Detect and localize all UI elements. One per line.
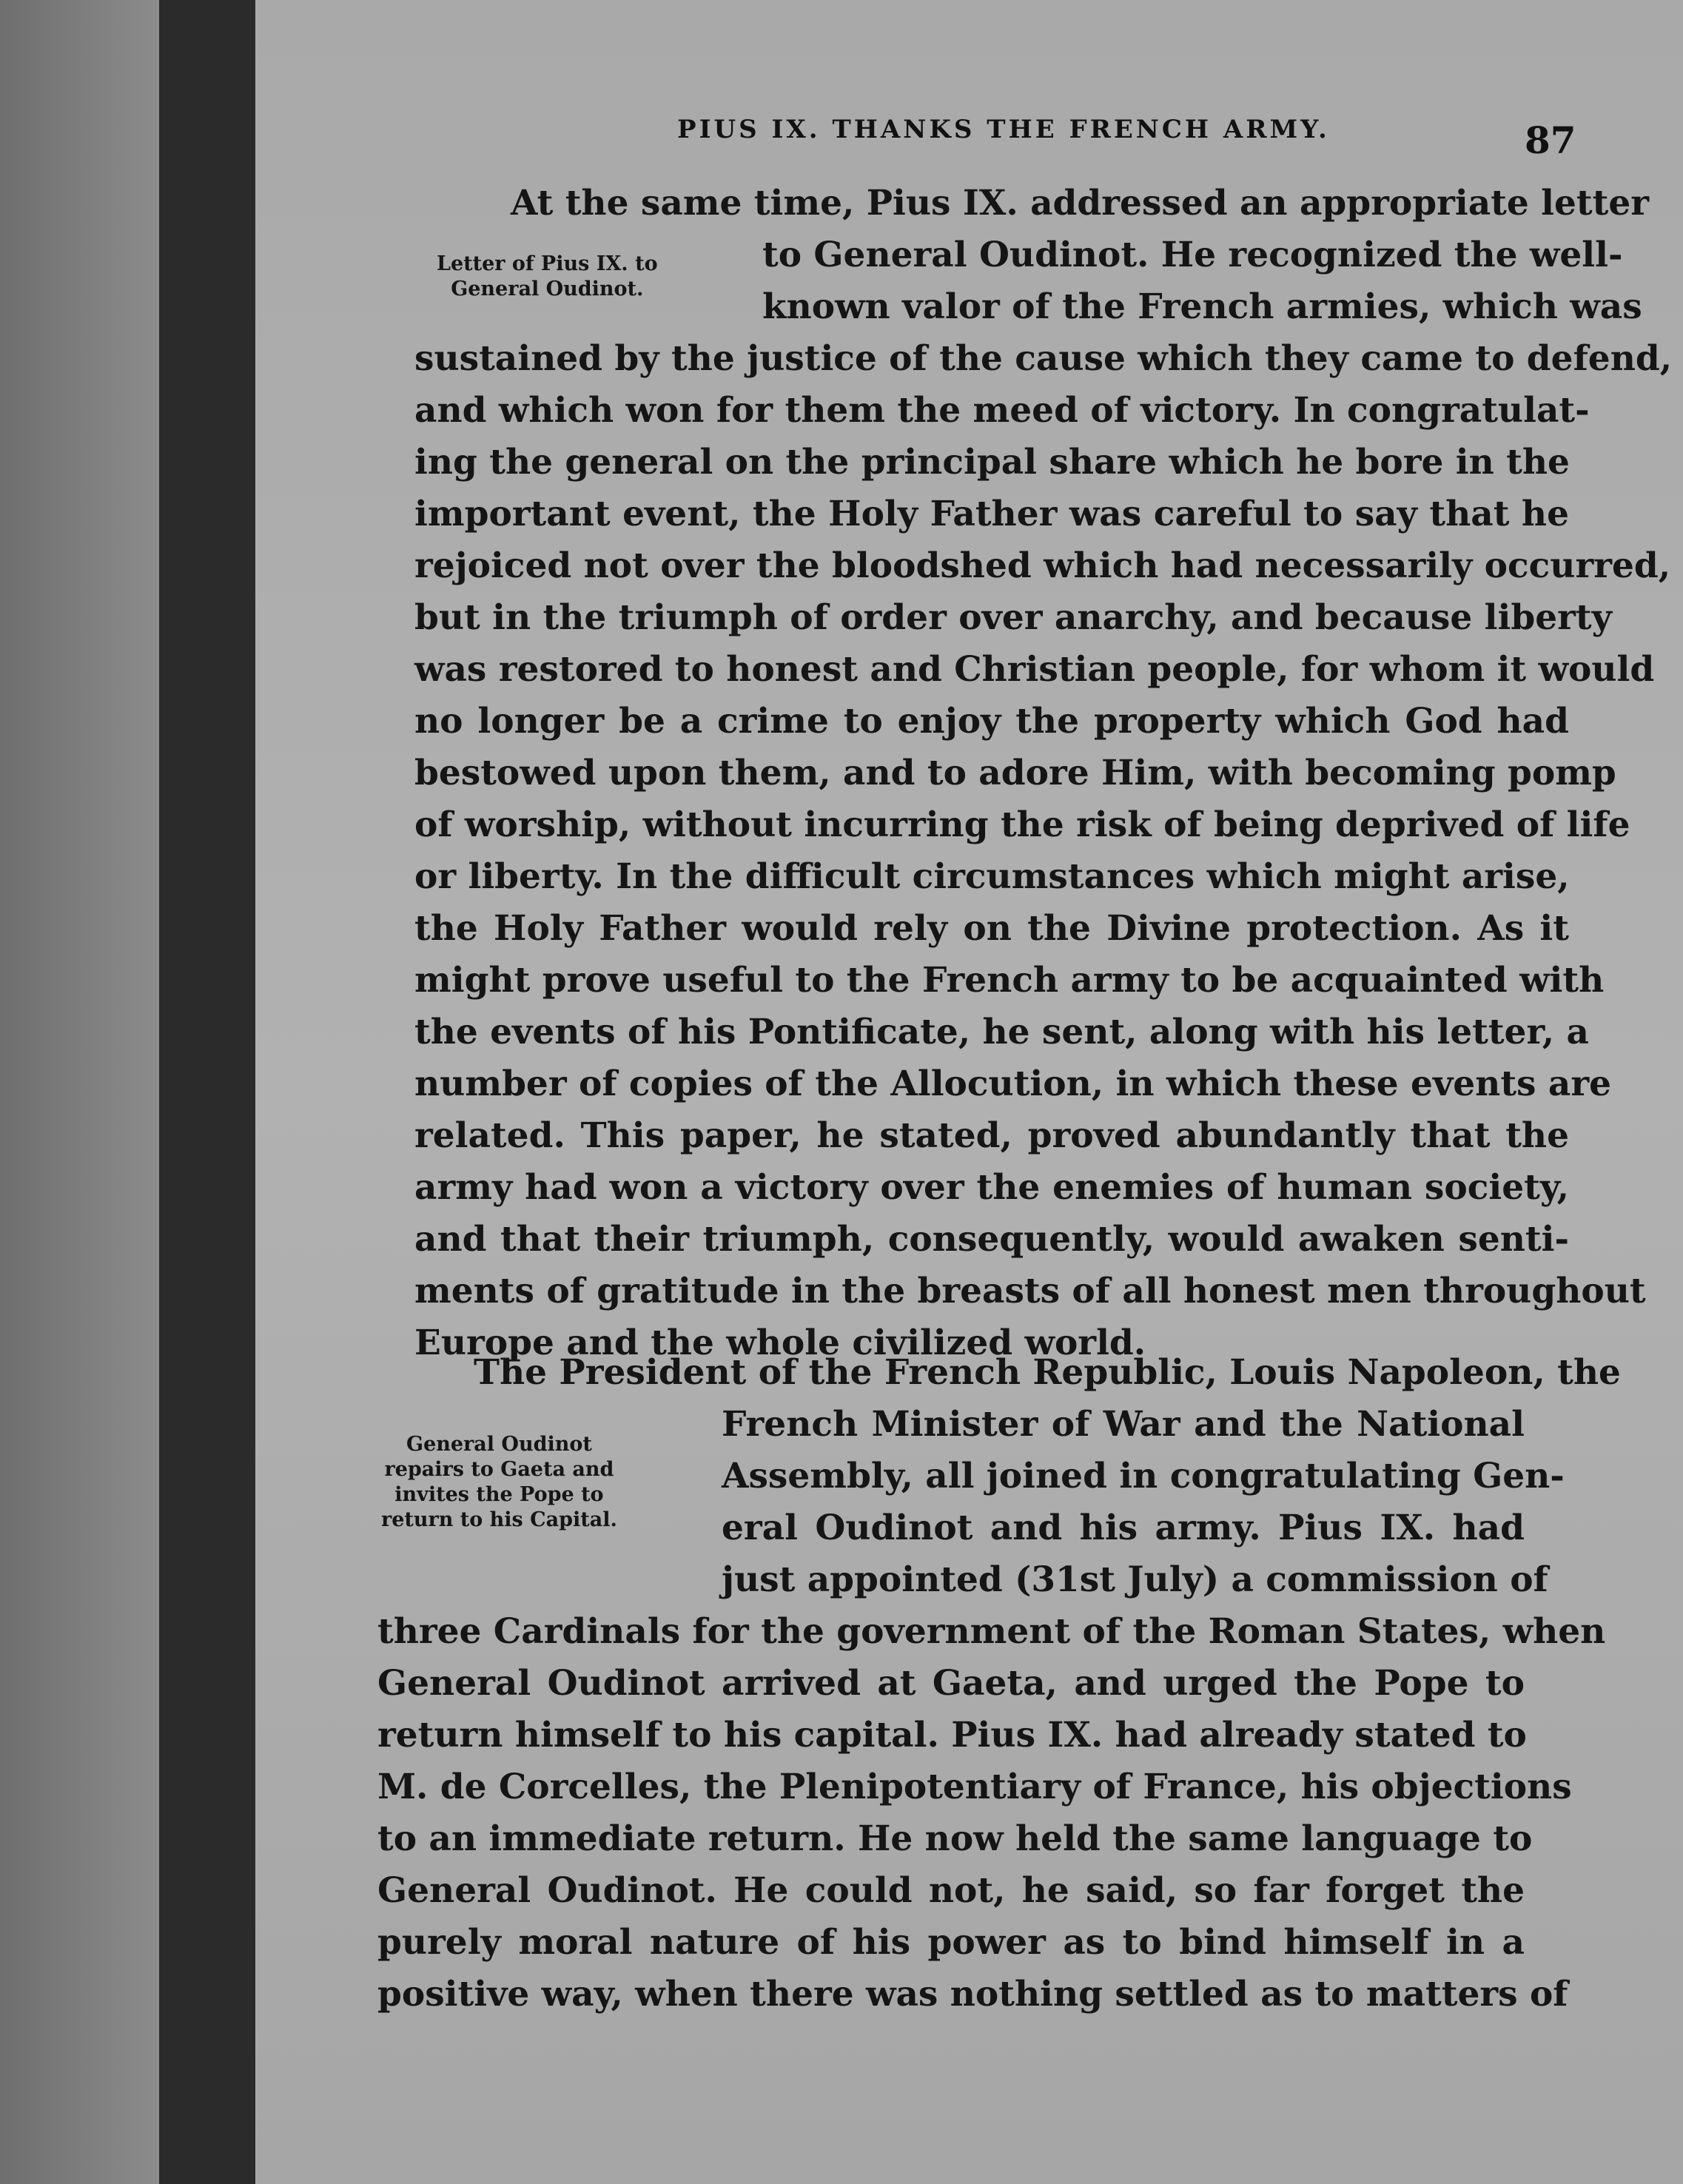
- sidenote-line: return to his Capital.: [381, 1508, 617, 1531]
- text-line: was restored to honest and Christian people, for whom it would: [414, 649, 1655, 690]
- sidenote-oudinot-gaeta: [381, 1432, 617, 1533]
- text-line: Europe and the whole civilized world.: [414, 1323, 1146, 1363]
- text-line: might prove useful to the French army to be acquainted with: [414, 960, 1605, 1001]
- text-line: or liberty. In the difficult circumstances which might arise,: [414, 856, 1570, 897]
- text-line: ments of gratitude in the breasts of all honest men throughout: [414, 1271, 1646, 1311]
- text-line: to General Oudinot. He recognized the well-: [762, 235, 1623, 275]
- text-line: army had won a victory over the enemies of human society,: [414, 1167, 1569, 1208]
- text-line: just appointed (31st July) a commission of: [722, 1559, 1548, 1600]
- text-line: and that their triumph, consequently, would awaken senti-: [414, 1219, 1569, 1260]
- text-line: related. This paper, he stated, proved abundantly that the: [414, 1115, 1569, 1156]
- text-line: French Minister of War and the National: [722, 1404, 1525, 1445]
- paragraph-2-opening: [385, 1347, 1621, 1399]
- text-line: At the same time, Pius IX. addressed an appropriate letter: [511, 183, 1649, 224]
- sidenote-letter-of-pius: [437, 252, 658, 302]
- paragraph-2-body: [377, 1606, 1606, 2020]
- text-line: return himself to his capital. Pius IX. had already stated to: [377, 1715, 1527, 1755]
- text-line: sustained by the justice of the cause which they came to defend,: [414, 338, 1673, 379]
- text-line: The President of the French Republic, Louis Napoleon, the: [474, 1352, 1621, 1393]
- paragraph-1-beside-note: [762, 229, 1642, 333]
- paragraph-2-beside-note: [722, 1399, 1565, 1606]
- text-line: three Cardinals for the government of the Roman States, when: [377, 1611, 1606, 1652]
- text-line: important event, the Holy Father was careful to say that he: [414, 494, 1569, 534]
- text-line: and which won for them the meed of victory. In congratulat-: [414, 390, 1590, 431]
- text-line: eral Oudinot and his army. Pius IX. had: [722, 1508, 1525, 1548]
- book-spine-shadow: [159, 0, 255, 2184]
- sidenote-line: General Oudinot: [406, 1433, 592, 1456]
- running-header: PIUS IX. THANKS THE FRENCH ARMY.: [677, 115, 1330, 144]
- text-line: of worship, without incurring the risk of being deprived of life: [414, 804, 1630, 845]
- sidenote-line: Letter of Pius IX. to: [437, 252, 658, 275]
- text-line: General Oudinot. He could not, he said, so far forget the: [377, 1870, 1525, 1911]
- text-line: number of copies of the Allocution, in which these events are: [414, 1064, 1611, 1104]
- left-page-edge: [0, 0, 159, 2184]
- text-line: rejoiced not over the bloodshed which had necessarily occurred,: [414, 545, 1671, 586]
- text-line: to an immediate return. He now held the same language to: [377, 1818, 1533, 1859]
- sidenote-line: invites the Pope to: [394, 1483, 604, 1506]
- text-line: bestowed upon them, and to adore Him, with becoming pomp: [414, 753, 1616, 793]
- text-line: Assembly, all joined in congratulating Gen-: [722, 1456, 1565, 1496]
- text-line: the Holy Father would rely on the Divine protection. As it: [414, 908, 1569, 949]
- text-line: no longer be a crime to enjoy the property which God had: [414, 701, 1569, 742]
- text-line: but in the triumph of order over anarchy, and because liberty: [414, 597, 1612, 638]
- text-line: M. de Corcelles, the Plenipotentiary of France, his objections: [377, 1767, 1572, 1807]
- paragraph-1-opening: [422, 178, 1649, 229]
- text-line: purely moral nature of his power as to bind himself in a: [377, 1922, 1525, 1963]
- text-line: General Oudinot arrived at Gaeta, and urged the Pope to: [377, 1663, 1525, 1704]
- text-line: known valor of the French armies, which was: [762, 286, 1642, 327]
- sidenote-line: General Oudinot.: [451, 278, 644, 300]
- text-line: ing the general on the principal share which he bore in the: [414, 442, 1570, 483]
- sidenote-line: repairs to Gaeta and: [384, 1458, 614, 1481]
- text-line: positive way, when there was nothing settled as to matters of: [377, 1974, 1568, 2015]
- text-line: the events of his Pontificate, he sent, along with his letter, a: [414, 1012, 1589, 1052]
- paragraph-1-body: [414, 333, 1673, 1369]
- page-number: 87: [1525, 118, 1576, 162]
